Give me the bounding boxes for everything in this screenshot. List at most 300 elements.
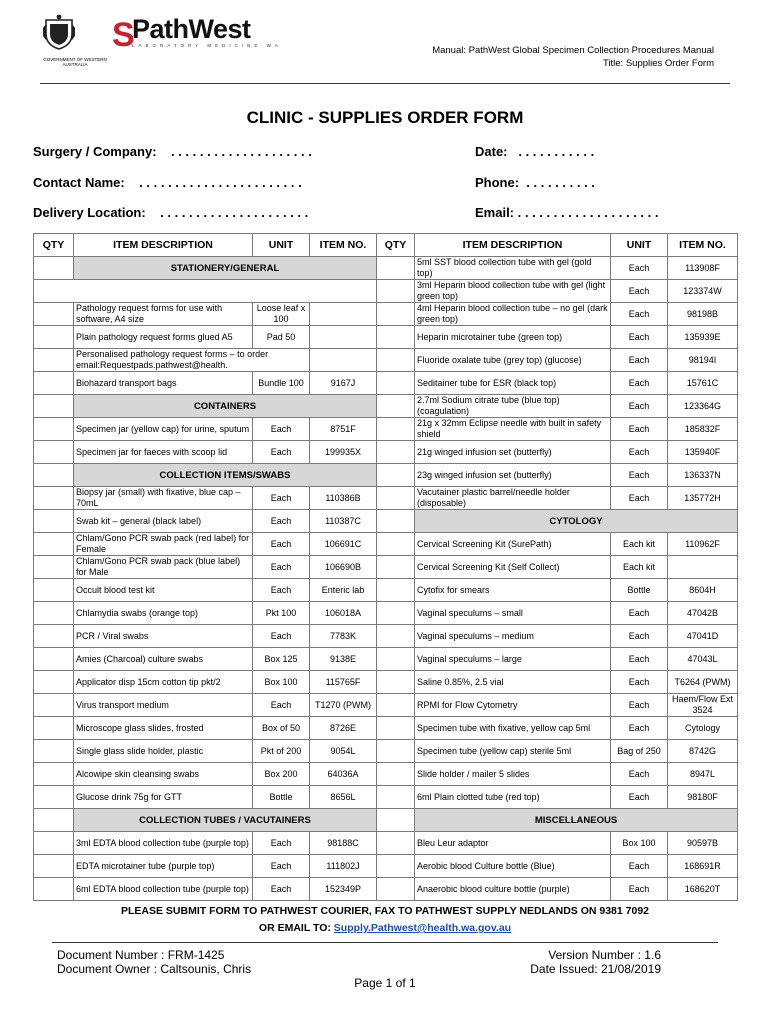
item-description <box>415 464 611 487</box>
item-description <box>74 349 310 372</box>
item-description-text: 23g winged infusion set (butterfly) <box>417 469 552 480</box>
item-number-text: 47043L <box>687 653 718 664</box>
item-unit-text: Each <box>270 860 292 871</box>
qty-input[interactable] <box>377 257 415 280</box>
table-row <box>34 786 738 809</box>
item-unit-text: Each <box>628 469 650 480</box>
item-description-text: Fluoride oxalate tube (grey top) (glucose) <box>417 354 582 365</box>
qty-input[interactable] <box>377 280 415 303</box>
document-number: Document Number : FRM-1425 <box>57 948 225 962</box>
item-number-text: 90597B <box>686 837 719 848</box>
item-unit <box>611 257 668 280</box>
qty-cell <box>34 257 74 280</box>
item-number-text: 8726E <box>329 722 357 733</box>
item-description-text: Pathology request forms for use with software, A4 size <box>76 303 223 324</box>
item-unit <box>253 441 310 464</box>
item-unit-text: Loose leaf x 100 <box>256 303 306 324</box>
table-row <box>34 556 738 579</box>
item-number-text: 9138E <box>329 653 357 664</box>
desc-header: ITEM DESCRIPTION <box>74 234 253 257</box>
table-row <box>34 395 738 418</box>
item-number <box>310 740 377 763</box>
item-description-text: Heparin microtainer tube (green top) <box>417 331 563 342</box>
item-description <box>74 763 253 786</box>
page-title: CLINIC - SUPPLIES ORDER FORM <box>246 108 524 127</box>
item-number <box>668 579 738 602</box>
item-description-text: Specimen tube (yellow cap) sterile 5ml <box>417 745 572 756</box>
item-unit-text: Each <box>628 492 650 503</box>
table-row <box>34 464 738 487</box>
item-number <box>668 303 738 326</box>
qty-input[interactable] <box>377 464 415 487</box>
item-description-text: Anaerobic blood culture bottle (purple) <box>417 883 570 894</box>
table-row <box>34 832 738 855</box>
item-unit <box>253 418 310 441</box>
item-number <box>668 855 738 878</box>
item-description <box>415 487 611 510</box>
qty-input[interactable] <box>377 625 415 648</box>
item-unit <box>611 763 668 786</box>
item-unit <box>611 878 668 901</box>
table-row <box>34 372 738 395</box>
item-number <box>310 303 377 326</box>
item-description-text: PCR / Viral swabs <box>76 630 149 641</box>
item-description-text: Amies (Charcoal) culture swabs <box>76 653 204 664</box>
page-number: Page 1 of 1 <box>354 976 416 990</box>
item-unit-text: Each <box>270 584 292 595</box>
item-unit-text: Each <box>628 791 650 802</box>
item-description <box>415 878 611 901</box>
itemno-header: ITEM NO. <box>310 234 377 257</box>
item-description <box>415 694 611 717</box>
item-unit-text: Each <box>628 883 650 894</box>
item-unit <box>253 786 310 809</box>
item-unit-text: Each <box>270 630 292 641</box>
qty-input[interactable] <box>377 878 415 901</box>
header-divider <box>40 83 730 84</box>
qty-input[interactable] <box>34 740 74 763</box>
qty-input[interactable] <box>377 855 415 878</box>
qty-input[interactable] <box>377 717 415 740</box>
item-unit <box>253 717 310 740</box>
qty-input[interactable] <box>34 602 74 625</box>
item-number <box>310 717 377 740</box>
item-number-text: 9167J <box>330 377 356 388</box>
item-description <box>74 326 253 349</box>
item-description-text: RPMI for Flow Cytometry <box>417 699 518 710</box>
item-description <box>74 648 253 671</box>
item-unit <box>253 303 310 326</box>
item-description-text: 6ml EDTA blood collection tube (purple top) <box>76 883 249 894</box>
item-description <box>415 372 611 395</box>
qty-input[interactable] <box>34 441 74 464</box>
qty-input[interactable] <box>34 372 74 395</box>
section-heading-text: MISCELLANEOUS <box>534 814 618 826</box>
item-unit <box>611 740 668 763</box>
unit-header: UNIT <box>611 234 668 257</box>
item-description-text: Single glass slide holder, plastic <box>76 745 204 756</box>
table-body <box>34 234 738 901</box>
table-row <box>34 533 738 556</box>
item-description-text: Alcowipe skin cleansing swabs <box>76 768 200 779</box>
item-number-text: 110386B <box>325 492 361 503</box>
table-row <box>34 809 738 832</box>
item-number-text: 7783K <box>329 630 357 641</box>
qty-input[interactable] <box>34 326 74 349</box>
item-description-text: Applicator disp 15cm cotton tip pkt/2 <box>76 676 221 687</box>
qty-input[interactable] <box>377 349 415 372</box>
table-row <box>34 303 738 326</box>
item-unit <box>253 533 310 556</box>
qty-input[interactable] <box>34 487 74 510</box>
item-number-text: 106018A <box>324 607 362 618</box>
item-description <box>415 832 611 855</box>
table-row <box>34 418 738 441</box>
item-number-text: 135772H <box>684 492 721 503</box>
qty-input[interactable] <box>377 533 415 556</box>
item-description <box>74 579 253 602</box>
item-number-text: 8656L <box>330 791 356 802</box>
item-description <box>415 671 611 694</box>
item-unit-text: Each <box>628 676 650 687</box>
item-unit-text: Each <box>270 423 292 434</box>
qty-input[interactable] <box>34 303 74 326</box>
item-unit-text: Each <box>628 354 650 365</box>
item-number <box>668 349 738 372</box>
item-number-text: 111802J <box>326 860 360 871</box>
item-unit <box>253 671 310 694</box>
item-unit <box>253 625 310 648</box>
item-unit-text: Each kit <box>622 538 655 549</box>
item-unit <box>611 464 668 487</box>
item-unit <box>611 602 668 625</box>
item-number-text: 168620T <box>684 883 721 894</box>
item-number <box>668 786 738 809</box>
item-number-text: 135939E <box>684 331 721 342</box>
qty-input[interactable] <box>377 602 415 625</box>
phone-field[interactable]: Phone: . . . . . . . . . . <box>475 175 595 190</box>
item-number-text: 47041D <box>686 630 719 641</box>
item-number-text: 98188C <box>327 837 359 848</box>
item-unit <box>611 441 668 464</box>
item-number-text: 98198B <box>686 308 719 319</box>
item-description <box>415 855 611 878</box>
qty-input[interactable] <box>34 625 74 648</box>
qty-input[interactable] <box>377 418 415 441</box>
item-number-text: 106690B <box>324 561 362 572</box>
qty-input[interactable] <box>377 694 415 717</box>
item-description <box>74 832 253 855</box>
qty-input[interactable] <box>34 349 74 372</box>
qty-input[interactable] <box>34 855 74 878</box>
item-description-text: Seditainer tube for ESR (black top) <box>417 377 557 388</box>
qty-input[interactable] <box>377 763 415 786</box>
item-description <box>415 441 611 464</box>
item-number-text: 9054L <box>330 745 356 756</box>
date-field[interactable]: Date: . . . . . . . . . . . <box>475 144 595 159</box>
table-row <box>34 349 738 372</box>
item-description-text: Aerobic blood Culture bottle (Blue) <box>417 860 555 871</box>
item-description <box>74 533 253 556</box>
qty-input[interactable] <box>34 648 74 671</box>
table-row <box>34 625 738 648</box>
item-number <box>310 832 377 855</box>
qty-input[interactable] <box>377 740 415 763</box>
item-number-text: Cytology <box>684 722 720 733</box>
item-number-text: 199935X <box>324 446 362 457</box>
item-unit-text: Each <box>628 262 650 273</box>
desc-header: ITEM DESCRIPTION <box>415 234 611 257</box>
item-unit-text: Each <box>628 699 650 710</box>
qty-input[interactable] <box>34 671 74 694</box>
item-unit <box>611 832 668 855</box>
item-description-text: Microscope glass slides, frosted <box>76 722 204 733</box>
table-row <box>34 326 738 349</box>
qty-input[interactable] <box>377 671 415 694</box>
item-number-text: 110387C <box>325 515 361 526</box>
table-row <box>34 740 738 763</box>
item-description-text: Vaginal speculums – medium <box>417 630 534 641</box>
version-number: Version Number : 1.6 <box>548 948 661 962</box>
item-number-text: 168691R <box>684 860 721 871</box>
item-number <box>310 694 377 717</box>
item-unit-text: Pad 50 <box>266 331 296 342</box>
email-instructions <box>0 922 770 934</box>
brand-subtitle: LABORATORY MEDICINE WA <box>132 43 282 48</box>
qty-input[interactable] <box>34 579 74 602</box>
item-description <box>415 625 611 648</box>
qty-input[interactable] <box>34 694 74 717</box>
item-unit-text: Box 125 <box>264 653 298 664</box>
item-unit-text: Each <box>270 446 292 457</box>
item-unit <box>611 625 668 648</box>
item-description <box>415 303 611 326</box>
item-number <box>668 395 738 418</box>
item-unit <box>253 602 310 625</box>
item-number-text: 15761C <box>686 377 719 388</box>
item-unit-text: Each <box>628 400 650 411</box>
item-unit-text: Box 100 <box>622 837 656 848</box>
item-number <box>310 510 377 533</box>
itemno-header: ITEM NO. <box>668 234 738 257</box>
table-row <box>34 648 738 671</box>
item-unit <box>611 694 668 717</box>
item-number <box>310 418 377 441</box>
item-unit-text: Each <box>270 538 292 549</box>
item-description-text: 3ml EDTA blood collection tube (purple top) <box>76 837 249 848</box>
item-description-text: Saline 0.85%, 2.5 vial <box>417 676 504 687</box>
item-description <box>74 303 253 326</box>
qty-input[interactable] <box>34 763 74 786</box>
item-number <box>668 694 738 717</box>
item-number <box>668 763 738 786</box>
qty-input[interactable] <box>377 579 415 602</box>
item-description-text: Occult blood test kit <box>76 584 155 595</box>
qty-input[interactable] <box>377 441 415 464</box>
item-description <box>74 740 253 763</box>
item-unit <box>611 786 668 809</box>
item-unit-text: Bottle <box>269 791 293 802</box>
qty-cell <box>34 395 74 418</box>
table-row <box>34 441 738 464</box>
item-description-text: Swab kit – general (black label) <box>76 515 202 526</box>
table-row <box>34 257 738 280</box>
item-number <box>310 326 377 349</box>
item-description-text: Specimen tube with fixative, yellow cap 5ml <box>417 722 591 733</box>
item-number <box>310 579 377 602</box>
pathwest-swoosh-icon: S <box>112 16 135 54</box>
item-number <box>668 717 738 740</box>
item-number-text: 123364G <box>683 400 722 411</box>
qty-input[interactable] <box>34 717 74 740</box>
email-field[interactable]: Email: . . . . . . . . . . . . . . . . . . . . <box>475 205 659 220</box>
qty-input[interactable] <box>34 556 74 579</box>
section-heading <box>74 257 377 280</box>
item-unit <box>611 648 668 671</box>
item-unit-text: Each <box>628 607 650 618</box>
item-unit <box>253 579 310 602</box>
item-number-text: 64036A <box>327 768 359 779</box>
item-number <box>310 487 377 510</box>
item-description-text: Personalised pathology request forms – to order email:Requestpads.pathwest@health. <box>76 349 269 370</box>
item-description-text: Specimen jar (yellow cap) for urine, sputum <box>76 423 250 434</box>
blank-row <box>34 280 377 303</box>
supplies-table <box>33 233 738 901</box>
item-number <box>668 832 738 855</box>
qty-input[interactable] <box>34 533 74 556</box>
item-number <box>310 372 377 395</box>
section-heading-text: COLLECTION ITEMS/SWABS <box>159 469 291 481</box>
item-unit-text: Each <box>628 285 650 296</box>
item-number <box>310 786 377 809</box>
item-number <box>310 556 377 579</box>
item-number <box>310 625 377 648</box>
item-unit-text: Box of 50 <box>261 722 301 733</box>
item-description-text: Chlam/Gono PCR swab pack (blue label) for Male <box>76 556 241 577</box>
government-logo <box>42 14 108 67</box>
item-unit <box>611 556 668 579</box>
item-unit-text: Pkt 100 <box>265 607 297 618</box>
footer-divider <box>52 942 718 943</box>
qty-input[interactable] <box>377 326 415 349</box>
item-description-text: EDTA microtainer tube (purple top) <box>76 860 215 871</box>
item-number <box>668 441 738 464</box>
item-description-text: Chlamydia swabs (orange top) <box>76 607 199 618</box>
contact-field[interactable]: Contact Name: . . . . . . . . . . . . . . . . . . . . . . . <box>33 175 302 190</box>
item-unit <box>611 395 668 418</box>
item-number <box>310 602 377 625</box>
qty-cell <box>34 809 74 832</box>
email-link[interactable]: Supply.Pathwest@health.wa.gov.au <box>333 922 512 934</box>
qty-input[interactable] <box>34 510 74 533</box>
item-description <box>415 579 611 602</box>
item-number-text: 123374W <box>683 285 722 296</box>
item-number <box>668 326 738 349</box>
qty-input[interactable] <box>377 648 415 671</box>
qty-input[interactable] <box>377 832 415 855</box>
item-number-text: 136337N <box>684 469 721 480</box>
table-row <box>34 763 738 786</box>
item-description <box>415 717 611 740</box>
qty-input[interactable] <box>377 395 415 418</box>
item-unit <box>611 579 668 602</box>
item-description <box>74 487 253 510</box>
delivery-field[interactable]: Delivery Location: . . . . . . . . . . . . . . . . . . . . . <box>33 205 309 220</box>
item-unit <box>253 372 310 395</box>
item-unit-text: Each <box>270 492 292 503</box>
item-number-text: 110962F <box>685 538 720 549</box>
section-heading-text: COLLECTION TUBES / VACUTAINERS <box>139 814 311 826</box>
qty-input[interactable] <box>377 556 415 579</box>
section-heading <box>415 809 738 832</box>
table-row <box>34 579 738 602</box>
qty-input[interactable] <box>377 372 415 395</box>
surgery-field[interactable]: Surgery / Company: . . . . . . . . . . . . . . . . . . . . <box>33 144 312 159</box>
document-header <box>432 44 714 70</box>
item-number <box>668 372 738 395</box>
section-heading-text: CYTOLOGY <box>549 515 603 527</box>
item-number <box>310 671 377 694</box>
item-number <box>668 878 738 901</box>
item-number-text: T6264 (PWM) <box>674 676 731 687</box>
government-text: GOVERNMENT OF WESTERN AUSTRALIA <box>43 57 107 67</box>
item-description-text: Plain pathology request forms glued A5 <box>76 331 233 342</box>
qty-input[interactable] <box>377 786 415 809</box>
item-number <box>668 625 738 648</box>
item-description <box>415 349 611 372</box>
item-number <box>668 648 738 671</box>
item-number <box>310 855 377 878</box>
item-unit-text: Each <box>270 515 292 526</box>
qty-input[interactable] <box>34 786 74 809</box>
qty-input[interactable] <box>377 487 415 510</box>
item-unit-text: Each <box>628 768 650 779</box>
item-number-text: 106691C <box>324 538 362 549</box>
qty-input[interactable] <box>34 832 74 855</box>
date-issued: Date Issued: 21/08/2019 <box>530 962 661 976</box>
qty-input[interactable] <box>377 303 415 326</box>
item-description-text: 4ml Heparin blood collection tube – no gel (dark green top) <box>417 303 608 324</box>
table-row <box>34 602 738 625</box>
item-number-text: T1270 (PWM) <box>314 699 371 710</box>
item-unit <box>253 648 310 671</box>
item-unit <box>253 878 310 901</box>
item-number-text: 8604H <box>689 584 716 595</box>
item-number <box>668 280 738 303</box>
item-number-text: 8742G <box>688 745 717 756</box>
item-description <box>415 763 611 786</box>
item-description <box>74 717 253 740</box>
item-unit <box>253 510 310 533</box>
qty-input[interactable] <box>34 878 74 901</box>
item-number-text: 113908F <box>685 262 720 273</box>
qty-input[interactable] <box>34 418 74 441</box>
item-unit-text: Box 200 <box>264 768 298 779</box>
item-description-text: 21g x 32mm Eclipse needle with built in safety shield <box>417 418 602 439</box>
item-number <box>310 441 377 464</box>
section-heading <box>74 809 377 832</box>
item-unit-text: Each <box>270 699 292 710</box>
item-description-text: 2.7ml Sodium citrate tube (blue top) (coagulation) <box>417 395 560 416</box>
item-unit <box>611 855 668 878</box>
item-description-text: Cervical Screening Kit (SurePath) <box>417 538 552 549</box>
item-unit-text: Each kit <box>622 561 655 572</box>
item-description <box>74 878 253 901</box>
item-number <box>668 556 738 579</box>
item-description-text: Cervical Screening Kit (Self Collect) <box>417 561 560 572</box>
item-number-text: 185832F <box>684 423 721 434</box>
item-description <box>74 372 253 395</box>
